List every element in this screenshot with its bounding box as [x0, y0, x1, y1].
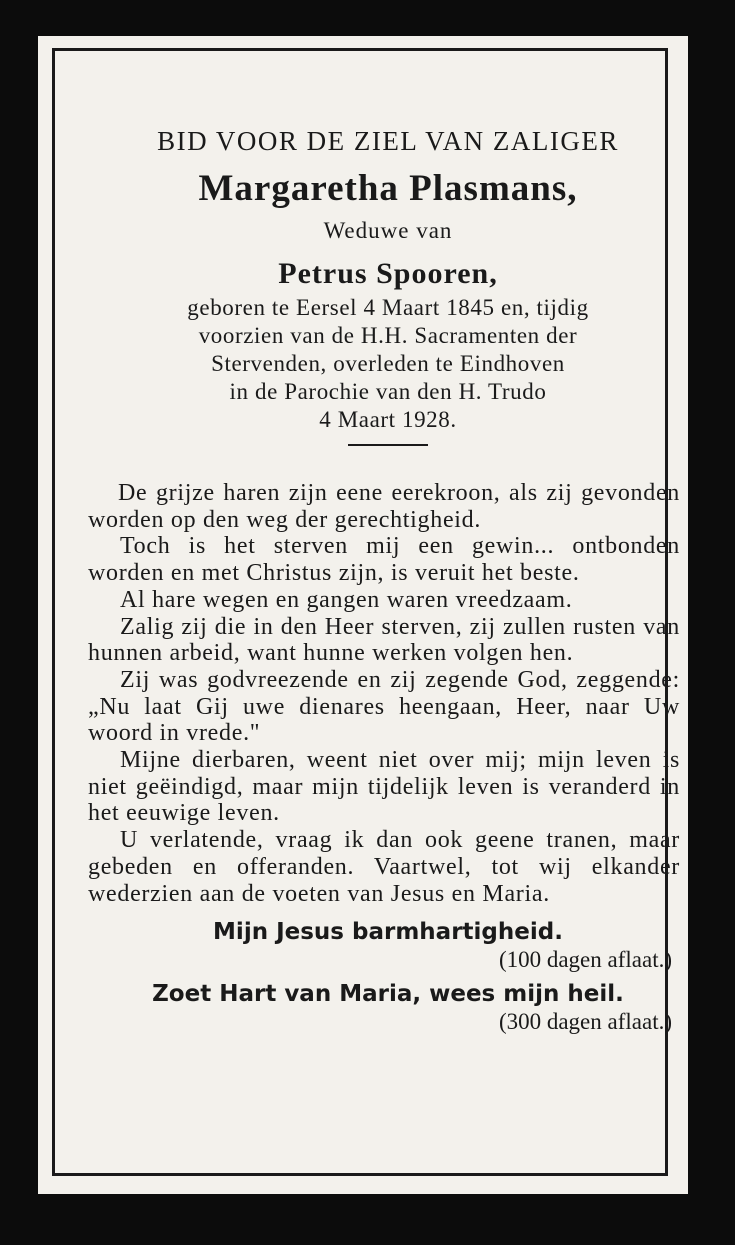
birth-line: Stervenden, overleden te Eindhoven [211, 351, 565, 376]
indulgence-2: (300 dagen aflaat.) [498, 1009, 672, 1035]
verse-paragraph: Al hare wegen en gangen waren vreedzaam. [120, 586, 573, 613]
verse-paragraph: Toch is het sterven mij een gewin... ontbonden worden en met Christus zijn, is veruit het beste. [88, 533, 680, 587]
verses [88, 480, 688, 907]
birth-line: geboren te Eersel 4 Maart 1845 en, tijdig [187, 295, 589, 320]
indulgence-1: (100 dagen aflaat.) [498, 947, 672, 973]
verse-paragraph: De grijze haren zijn eene eerekroon, als zij gevonden worden op den weg der gerechtigheid. [88, 480, 680, 533]
birth-line: voorzien van de H.H. Sacramenten der [198, 323, 578, 348]
deceased-name: Margaretha Plasmans, [198, 168, 578, 209]
verse-paragraph: Zij was godvreezende en zij zegende God, zeggende: „Nu laat Gij uwe dienares heengaan, Heer, naar Uw woord in vrede." [88, 666, 680, 747]
heading: BID VOOR DE ZIEL VAN ZALIGER [157, 126, 619, 156]
verse-paragraph: U verlatende, vraag ik dan ook geene tranen, maar gebeden en offeranden. Vaartwel, tot wij elkander wederzien aan de voeten van Jesus en Maria. [88, 827, 680, 907]
prayer-2: Zoet Hart van Maria, wees mijn heil. [152, 981, 624, 1008]
divider [348, 444, 428, 446]
relation-label: Weduwe van [323, 218, 453, 243]
husband-name: Petrus Spooren, [278, 257, 498, 290]
card-content [88, 84, 688, 1035]
prayer-1: Mijn Jesus barmhartigheid. [213, 919, 563, 946]
memorial-card [38, 36, 688, 1194]
verse-paragraph: Mijne dierbaren, weent niet over mij; mijn leven is niet geëindigd, maar mijn tijdelijk leven is veranderd in het eeuwige leven. [88, 747, 680, 827]
birth-death-info [88, 294, 688, 434]
verse-paragraph: Zalig zij die in den Heer sterven, zij zullen rusten van hunnen arbeid, want hunne werken volgen hen. [88, 613, 680, 667]
birth-line: 4 Maart 1928. [319, 407, 457, 432]
birth-line: in de Parochie van den H. Trudo [229, 379, 547, 404]
